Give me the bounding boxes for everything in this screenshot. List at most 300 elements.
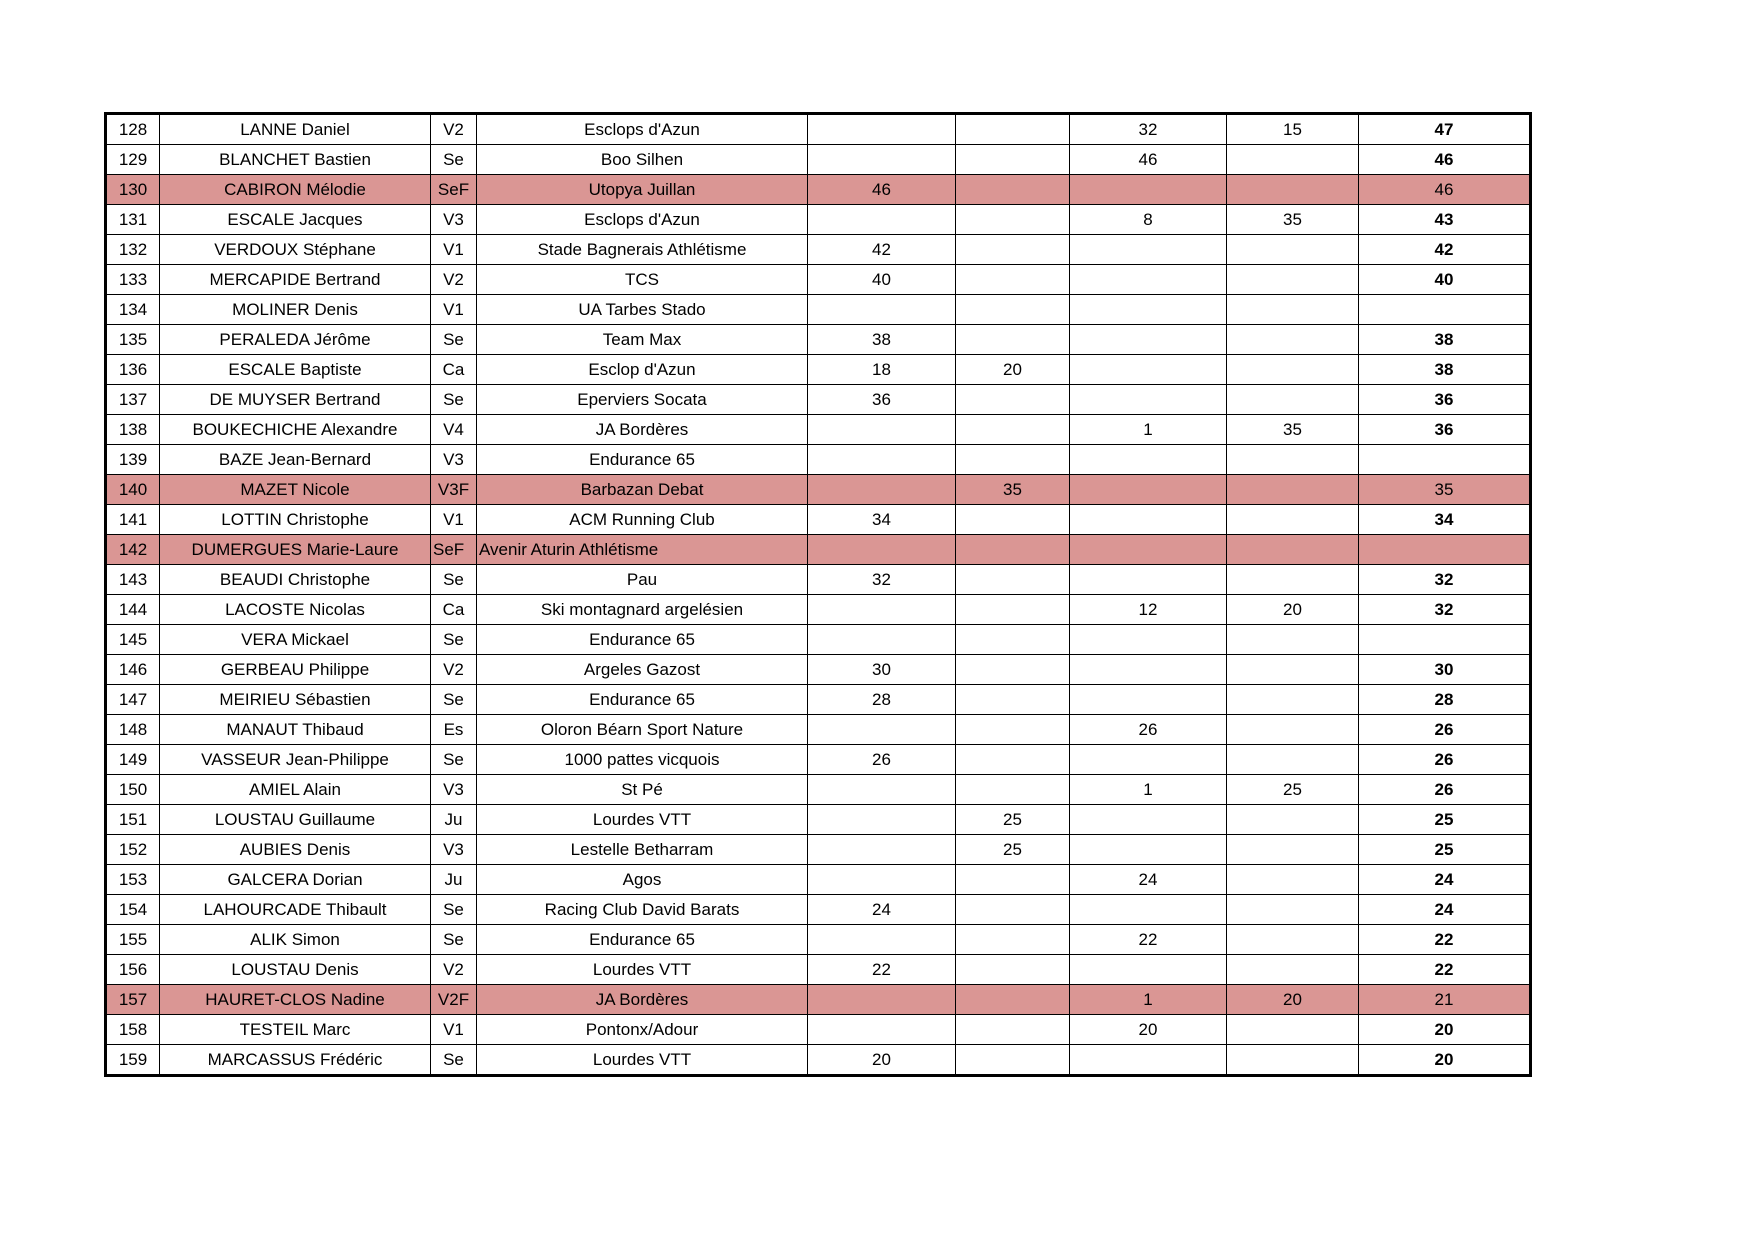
category-cell: Ju — [431, 805, 477, 835]
total-points-cell: 21 — [1359, 985, 1531, 1015]
club-cell: UA Tarbes Stado — [477, 295, 808, 325]
points-race-4-cell — [1227, 715, 1359, 745]
table-row — [106, 445, 1531, 475]
rank-cell: 140 — [106, 475, 160, 505]
name-cell: LANNE Daniel — [160, 114, 431, 145]
table-row — [106, 1015, 1531, 1045]
points-race-2-cell — [956, 865, 1070, 895]
category-cell: Es — [431, 715, 477, 745]
points-race-4-cell — [1227, 1015, 1359, 1045]
points-race-4-cell — [1227, 685, 1359, 715]
points-race-4-cell — [1227, 835, 1359, 865]
points-race-3-cell — [1070, 565, 1227, 595]
points-race-3-cell — [1070, 955, 1227, 985]
points-race-2-cell — [956, 745, 1070, 775]
points-race-1-cell — [808, 985, 956, 1015]
points-race-3-cell — [1070, 685, 1227, 715]
total-points-cell: 25 — [1359, 835, 1531, 865]
rank-cell: 156 — [106, 955, 160, 985]
total-points-cell: 36 — [1359, 385, 1531, 415]
table-row — [106, 565, 1531, 595]
total-points-cell: 40 — [1359, 265, 1531, 295]
points-race-3-cell — [1070, 295, 1227, 325]
club-cell: Oloron Béarn Sport Nature — [477, 715, 808, 745]
points-race-2-cell: 35 — [956, 475, 1070, 505]
name-cell: MARCASSUS Frédéric — [160, 1045, 431, 1076]
total-points-cell: 30 — [1359, 655, 1531, 685]
table-row — [106, 175, 1531, 205]
club-cell: Pau — [477, 565, 808, 595]
points-race-1-cell — [808, 865, 956, 895]
club-cell: Lourdes VTT — [477, 1045, 808, 1076]
rank-cell: 158 — [106, 1015, 160, 1045]
name-cell: TESTEIL Marc — [160, 1015, 431, 1045]
total-points-cell: 28 — [1359, 685, 1531, 715]
points-race-4-cell — [1227, 505, 1359, 535]
rank-cell: 138 — [106, 415, 160, 445]
points-race-4-cell — [1227, 535, 1359, 565]
points-race-1-cell — [808, 1015, 956, 1045]
table-row — [106, 385, 1531, 415]
points-race-4-cell: 20 — [1227, 985, 1359, 1015]
points-race-4-cell — [1227, 295, 1359, 325]
points-race-3-cell: 24 — [1070, 865, 1227, 895]
points-race-3-cell: 26 — [1070, 715, 1227, 745]
rank-cell: 133 — [106, 265, 160, 295]
points-race-1-cell: 36 — [808, 385, 956, 415]
name-cell: VERA Mickael — [160, 625, 431, 655]
points-race-1-cell — [808, 415, 956, 445]
name-cell: LAHOURCADE Thibault — [160, 895, 431, 925]
points-race-3-cell: 20 — [1070, 1015, 1227, 1045]
table-row — [106, 505, 1531, 535]
club-cell: Eperviers Socata — [477, 385, 808, 415]
club-cell: Agos — [477, 865, 808, 895]
category-cell: Se — [431, 385, 477, 415]
rank-cell: 153 — [106, 865, 160, 895]
table-row — [106, 805, 1531, 835]
points-race-1-cell — [808, 535, 956, 565]
category-cell: Se — [431, 1045, 477, 1076]
total-points-cell: 34 — [1359, 505, 1531, 535]
club-cell: St Pé — [477, 775, 808, 805]
points-race-2-cell — [956, 925, 1070, 955]
name-cell: BOUKECHICHE Alexandre — [160, 415, 431, 445]
points-race-3-cell — [1070, 745, 1227, 775]
category-cell: V1 — [431, 505, 477, 535]
points-race-4-cell — [1227, 865, 1359, 895]
table-row — [106, 295, 1531, 325]
category-cell: SeF — [431, 535, 477, 565]
name-cell: HAURET-CLOS Nadine — [160, 985, 431, 1015]
points-race-1-cell — [808, 595, 956, 625]
points-race-4-cell: 35 — [1227, 205, 1359, 235]
club-cell: Lourdes VTT — [477, 955, 808, 985]
name-cell: GERBEAU Philippe — [160, 655, 431, 685]
category-cell: Ca — [431, 355, 477, 385]
points-race-4-cell — [1227, 565, 1359, 595]
club-cell: JA Bordères — [477, 985, 808, 1015]
rank-cell: 136 — [106, 355, 160, 385]
points-race-4-cell: 20 — [1227, 595, 1359, 625]
points-race-4-cell — [1227, 1045, 1359, 1076]
points-race-3-cell — [1070, 355, 1227, 385]
category-cell: Se — [431, 925, 477, 955]
points-race-3-cell: 1 — [1070, 415, 1227, 445]
points-race-4-cell — [1227, 925, 1359, 955]
rank-cell: 144 — [106, 595, 160, 625]
club-cell: Avenir Aturin Athlétisme — [477, 535, 808, 565]
points-race-1-cell: 38 — [808, 325, 956, 355]
table-row — [106, 1045, 1531, 1076]
points-race-3-cell — [1070, 325, 1227, 355]
points-race-2-cell — [956, 205, 1070, 235]
rank-cell: 142 — [106, 535, 160, 565]
table-row — [106, 265, 1531, 295]
category-cell: V3 — [431, 205, 477, 235]
category-cell: Se — [431, 145, 477, 175]
points-race-1-cell: 22 — [808, 955, 956, 985]
club-cell: Esclops d'Azun — [477, 114, 808, 145]
points-race-1-cell — [808, 205, 956, 235]
rank-cell: 157 — [106, 985, 160, 1015]
name-cell: LOUSTAU Denis — [160, 955, 431, 985]
total-points-cell: 20 — [1359, 1045, 1531, 1076]
points-race-3-cell — [1070, 655, 1227, 685]
table-row — [106, 114, 1531, 145]
total-points-cell: 24 — [1359, 865, 1531, 895]
total-points-cell: 46 — [1359, 175, 1531, 205]
points-race-3-cell: 12 — [1070, 595, 1227, 625]
club-cell: Pontonx/Adour — [477, 1015, 808, 1045]
total-points-cell: 47 — [1359, 114, 1531, 145]
category-cell: V3 — [431, 775, 477, 805]
total-points-cell — [1359, 535, 1531, 565]
points-race-1-cell — [808, 145, 956, 175]
points-race-1-cell — [808, 835, 956, 865]
total-points-cell: 26 — [1359, 715, 1531, 745]
club-cell: Endurance 65 — [477, 685, 808, 715]
category-cell: V2 — [431, 114, 477, 145]
points-race-1-cell: 42 — [808, 235, 956, 265]
category-cell: SeF — [431, 175, 477, 205]
club-cell: Racing Club David Barats — [477, 895, 808, 925]
points-race-4-cell — [1227, 145, 1359, 175]
table-row — [106, 925, 1531, 955]
table-row — [106, 985, 1531, 1015]
points-race-2-cell — [956, 114, 1070, 145]
points-race-3-cell — [1070, 505, 1227, 535]
rank-cell: 132 — [106, 235, 160, 265]
points-race-2-cell — [956, 385, 1070, 415]
points-race-4-cell — [1227, 475, 1359, 505]
club-cell: Endurance 65 — [477, 445, 808, 475]
points-race-1-cell — [808, 445, 956, 475]
club-cell: Endurance 65 — [477, 625, 808, 655]
rank-cell: 155 — [106, 925, 160, 955]
points-race-2-cell — [956, 175, 1070, 205]
points-race-4-cell — [1227, 235, 1359, 265]
club-cell: ACM Running Club — [477, 505, 808, 535]
rank-cell: 148 — [106, 715, 160, 745]
points-race-2-cell — [956, 535, 1070, 565]
rank-cell: 152 — [106, 835, 160, 865]
name-cell: MANAUT Thibaud — [160, 715, 431, 745]
rank-cell: 129 — [106, 145, 160, 175]
table-row — [106, 475, 1531, 505]
points-race-1-cell — [808, 925, 956, 955]
name-cell: LOUSTAU Guillaume — [160, 805, 431, 835]
category-cell: Se — [431, 625, 477, 655]
total-points-cell: 25 — [1359, 805, 1531, 835]
points-race-1-cell — [808, 295, 956, 325]
name-cell: BAZE Jean-Bernard — [160, 445, 431, 475]
category-cell: V2F — [431, 985, 477, 1015]
points-race-2-cell — [956, 655, 1070, 685]
rank-cell: 130 — [106, 175, 160, 205]
category-cell: Se — [431, 325, 477, 355]
results-table-body — [106, 114, 1531, 1076]
points-race-1-cell — [808, 625, 956, 655]
points-race-1-cell: 24 — [808, 895, 956, 925]
club-cell: TCS — [477, 265, 808, 295]
rank-cell: 135 — [106, 325, 160, 355]
table-row — [106, 235, 1531, 265]
total-points-cell: 42 — [1359, 235, 1531, 265]
name-cell: BEAUDI Christophe — [160, 565, 431, 595]
category-cell: V4 — [431, 415, 477, 445]
table-row — [106, 325, 1531, 355]
category-cell: Se — [431, 745, 477, 775]
total-points-cell — [1359, 295, 1531, 325]
rank-cell: 139 — [106, 445, 160, 475]
points-race-1-cell — [808, 775, 956, 805]
points-race-2-cell — [956, 325, 1070, 355]
club-cell: Barbazan Debat — [477, 475, 808, 505]
points-race-2-cell — [956, 565, 1070, 595]
points-race-1-cell: 40 — [808, 265, 956, 295]
table-row — [106, 145, 1531, 175]
club-cell: JA Bordères — [477, 415, 808, 445]
points-race-2-cell — [956, 1015, 1070, 1045]
total-points-cell: 22 — [1359, 955, 1531, 985]
rank-cell: 149 — [106, 745, 160, 775]
name-cell: ALIK Simon — [160, 925, 431, 955]
name-cell: AMIEL Alain — [160, 775, 431, 805]
points-race-3-cell — [1070, 475, 1227, 505]
points-race-1-cell: 46 — [808, 175, 956, 205]
name-cell: MERCAPIDE Bertrand — [160, 265, 431, 295]
points-race-3-cell: 1 — [1070, 775, 1227, 805]
name-cell: BLANCHET Bastien — [160, 145, 431, 175]
points-race-3-cell: 1 — [1070, 985, 1227, 1015]
rank-cell: 154 — [106, 895, 160, 925]
points-race-1-cell — [808, 805, 956, 835]
category-cell: V2 — [431, 265, 477, 295]
total-points-cell: 32 — [1359, 565, 1531, 595]
club-cell: Team Max — [477, 325, 808, 355]
points-race-3-cell: 8 — [1070, 205, 1227, 235]
points-race-2-cell — [956, 685, 1070, 715]
category-cell: V2 — [431, 955, 477, 985]
category-cell: Ju — [431, 865, 477, 895]
club-cell: Boo Silhen — [477, 145, 808, 175]
points-race-1-cell: 18 — [808, 355, 956, 385]
points-race-1-cell — [808, 114, 956, 145]
category-cell: V1 — [431, 1015, 477, 1045]
points-race-4-cell — [1227, 445, 1359, 475]
rank-cell: 146 — [106, 655, 160, 685]
total-points-cell — [1359, 625, 1531, 655]
name-cell: VERDOUX Stéphane — [160, 235, 431, 265]
club-cell: 1000 pattes vicquois — [477, 745, 808, 775]
points-race-4-cell — [1227, 955, 1359, 985]
points-race-3-cell: 22 — [1070, 925, 1227, 955]
points-race-4-cell — [1227, 745, 1359, 775]
points-race-4-cell: 35 — [1227, 415, 1359, 445]
total-points-cell: 38 — [1359, 355, 1531, 385]
club-cell: Esclop d'Azun — [477, 355, 808, 385]
table-row — [106, 715, 1531, 745]
category-cell: V3F — [431, 475, 477, 505]
total-points-cell: 20 — [1359, 1015, 1531, 1045]
club-cell: Lestelle Betharram — [477, 835, 808, 865]
club-cell: Endurance 65 — [477, 925, 808, 955]
category-cell: Se — [431, 895, 477, 925]
points-race-2-cell — [956, 505, 1070, 535]
points-race-4-cell — [1227, 385, 1359, 415]
category-cell: Ca — [431, 595, 477, 625]
points-race-4-cell — [1227, 655, 1359, 685]
points-race-4-cell — [1227, 805, 1359, 835]
rank-cell: 159 — [106, 1045, 160, 1076]
rank-cell: 151 — [106, 805, 160, 835]
points-race-3-cell — [1070, 445, 1227, 475]
name-cell: ESCALE Jacques — [160, 205, 431, 235]
rank-cell: 145 — [106, 625, 160, 655]
name-cell: LOTTIN Christophe — [160, 505, 431, 535]
points-race-3-cell — [1070, 265, 1227, 295]
name-cell: MEIRIEU Sébastien — [160, 685, 431, 715]
points-race-2-cell — [956, 955, 1070, 985]
points-race-4-cell — [1227, 895, 1359, 925]
rank-cell: 137 — [106, 385, 160, 415]
rank-cell: 147 — [106, 685, 160, 715]
points-race-3-cell — [1070, 835, 1227, 865]
table-row — [106, 355, 1531, 385]
points-race-3-cell — [1070, 1045, 1227, 1076]
total-points-cell: 26 — [1359, 745, 1531, 775]
name-cell: GALCERA Dorian — [160, 865, 431, 895]
table-row — [106, 775, 1531, 805]
points-race-2-cell — [956, 445, 1070, 475]
points-race-3-cell — [1070, 175, 1227, 205]
table-row — [106, 655, 1531, 685]
table-row — [106, 535, 1531, 565]
club-cell: Esclops d'Azun — [477, 205, 808, 235]
total-points-cell: 32 — [1359, 595, 1531, 625]
category-cell: V1 — [431, 235, 477, 265]
club-cell: Stade Bagnerais Athlétisme — [477, 235, 808, 265]
points-race-1-cell — [808, 715, 956, 745]
total-points-cell — [1359, 445, 1531, 475]
points-race-2-cell — [956, 265, 1070, 295]
points-race-4-cell — [1227, 625, 1359, 655]
results-table — [104, 112, 1532, 1077]
points-race-3-cell — [1070, 535, 1227, 565]
points-race-3-cell: 46 — [1070, 145, 1227, 175]
category-cell: V2 — [431, 655, 477, 685]
points-race-2-cell — [956, 415, 1070, 445]
table-row — [106, 685, 1531, 715]
points-race-3-cell: 32 — [1070, 114, 1227, 145]
points-race-1-cell: 30 — [808, 655, 956, 685]
name-cell: AUBIES Denis — [160, 835, 431, 865]
points-race-3-cell — [1070, 385, 1227, 415]
club-cell: Utopya Juillan — [477, 175, 808, 205]
points-race-2-cell: 25 — [956, 805, 1070, 835]
points-race-2-cell — [956, 235, 1070, 265]
points-race-4-cell — [1227, 175, 1359, 205]
category-cell: Se — [431, 565, 477, 595]
rank-cell: 128 — [106, 114, 160, 145]
points-race-1-cell: 32 — [808, 565, 956, 595]
category-cell: Se — [431, 685, 477, 715]
table-row — [106, 595, 1531, 625]
points-race-3-cell — [1070, 235, 1227, 265]
total-points-cell: 38 — [1359, 325, 1531, 355]
total-points-cell: 22 — [1359, 925, 1531, 955]
rank-cell: 141 — [106, 505, 160, 535]
name-cell: DE MUYSER Bertrand — [160, 385, 431, 415]
points-race-4-cell — [1227, 355, 1359, 385]
points-race-2-cell: 25 — [956, 835, 1070, 865]
table-row — [106, 745, 1531, 775]
points-race-2-cell — [956, 625, 1070, 655]
table-row — [106, 415, 1531, 445]
rank-cell: 131 — [106, 205, 160, 235]
points-race-2-cell — [956, 985, 1070, 1015]
total-points-cell: 26 — [1359, 775, 1531, 805]
points-race-2-cell — [956, 715, 1070, 745]
rank-cell: 150 — [106, 775, 160, 805]
points-race-3-cell — [1070, 805, 1227, 835]
name-cell: MAZET Nicole — [160, 475, 431, 505]
points-race-3-cell — [1070, 895, 1227, 925]
points-race-2-cell — [956, 295, 1070, 325]
name-cell: MOLINER Denis — [160, 295, 431, 325]
rank-cell: 134 — [106, 295, 160, 325]
table-row — [106, 625, 1531, 655]
total-points-cell: 35 — [1359, 475, 1531, 505]
points-race-2-cell — [956, 1045, 1070, 1076]
table-row — [106, 865, 1531, 895]
points-race-4-cell — [1227, 265, 1359, 295]
name-cell: VASSEUR Jean-Philippe — [160, 745, 431, 775]
table-row — [106, 205, 1531, 235]
total-points-cell: 24 — [1359, 895, 1531, 925]
points-race-1-cell: 20 — [808, 1045, 956, 1076]
name-cell: PERALEDA Jérôme — [160, 325, 431, 355]
name-cell: ESCALE Baptiste — [160, 355, 431, 385]
points-race-2-cell — [956, 775, 1070, 805]
table-row — [106, 955, 1531, 985]
category-cell: V1 — [431, 295, 477, 325]
club-cell: Ski montagnard argelésien — [477, 595, 808, 625]
category-cell: V3 — [431, 445, 477, 475]
total-points-cell: 36 — [1359, 415, 1531, 445]
club-cell: Lourdes VTT — [477, 805, 808, 835]
